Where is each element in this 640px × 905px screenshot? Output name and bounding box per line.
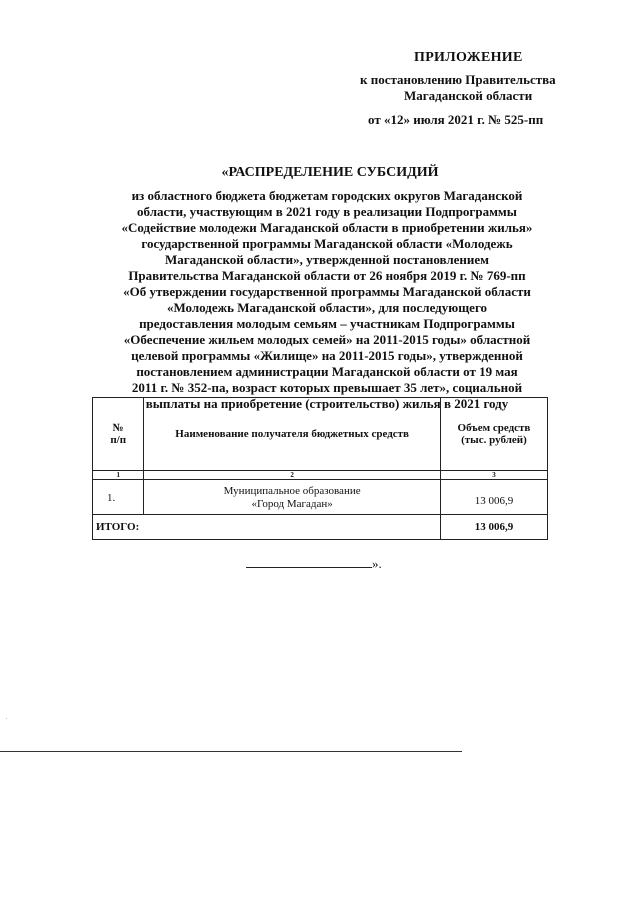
total-amount: 13 006,9 [440,515,547,540]
closing-line [246,556,382,572]
description-line: государственной программы Магаданской области «Молодежь [141,236,513,251]
appendix-line-2: Магаданской области [404,88,533,103]
bottom-rule [0,751,462,752]
description-line: постановлением администрации Магаданской области от 19 мая [136,364,518,379]
description-line: выплаты на приобретение (строительство) жилья в 2021 году [145,396,509,411]
subsidy-table [92,397,548,540]
header-amount-line1: Объем средств [457,422,531,434]
header-num-line2: п/п [110,434,127,446]
recipient-line2: «Город Магадан» [251,498,333,510]
description-line: целевой программы «Жилище» на 2011-2015 годы», утвержденной [131,348,523,363]
table-header-row [93,398,548,471]
index-cell: 3 [440,471,547,480]
appendix-line-1: к постановлению Правительства [360,72,556,87]
description-line: «Об утверждении государственной программы Магаданской области [123,284,531,299]
index-cell: 1 [93,471,144,480]
row-amount: 13 006,9 [440,480,547,515]
table-index-row [93,471,548,480]
signature-underline [246,556,372,568]
description-line: «Обеспечение жильем молодых семей» на 2011-2015 годы» областной [123,332,531,347]
description-line: области, участвующим в 2021 году в реализации Подпрограммы [137,204,517,219]
scan-speck [6,718,7,719]
row-recipient [144,480,441,515]
document-title: «РАСПРЕДЕЛЕНИЕ СУБСИДИЙ [221,165,439,180]
total-label: ИТОГО: [93,515,441,540]
row-num: 1. [93,480,144,515]
header-num-line1: № [112,422,124,434]
index-cell: 2 [144,471,441,480]
description-line: из областного бюджета бюджетам городских округов Магаданской [131,188,523,203]
description-line: Магаданской области», утвержденной постановлением [164,252,490,267]
closing-quote: ». [372,556,382,571]
header-amount-line2: (тыс. рублей) [461,434,527,446]
table-row [93,480,548,515]
description-line: 2011 г. № 352-па, возраст которых превышает 35 лет», социальной [131,380,523,395]
appendix-title: ПРИЛОЖЕНИЕ [414,50,523,65]
header-amount [440,398,547,471]
description-line: предоставления молодым семьям – участникам Подпрограммы [139,316,515,331]
description-line: «Молодежь Магаданской области», для последующего [166,300,488,315]
recipient-line1: Муниципальное образование [223,485,361,497]
description-line: «Содействие молодежи Магаданской области в приобретении жилья» [121,220,533,235]
document-description [96,188,558,412]
table-total-row [93,515,548,540]
appendix-date-number: от «12» июля 2021 г. № 525-пп [368,112,544,127]
header-num [93,398,144,471]
description-line: Правительства Магаданской области от 26 ноября 2019 г. № 769-пп [128,268,526,283]
header-name: Наименование получателя бюджетных средств [144,398,441,471]
